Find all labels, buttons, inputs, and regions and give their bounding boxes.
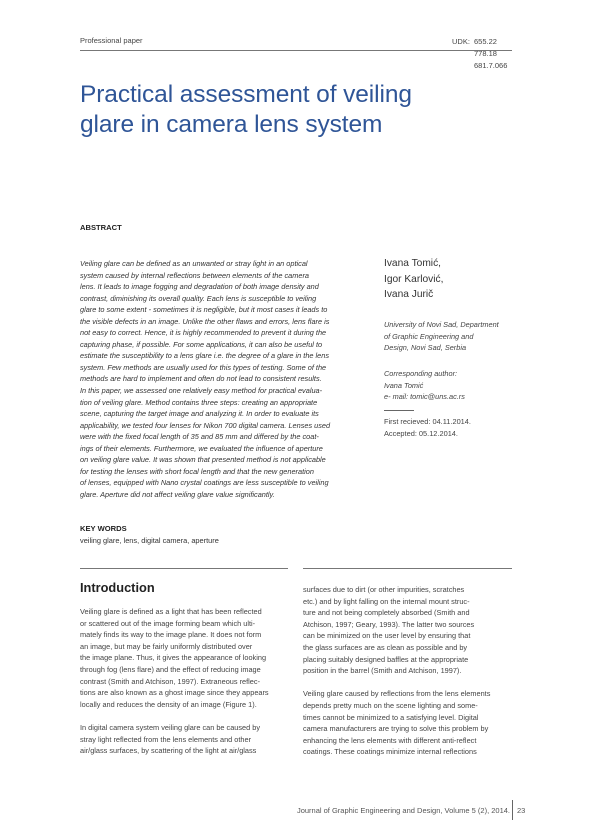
- journal-footer: Journal of Graphic Engineering and Design, Volume 5 (2), 2014.: [296, 806, 510, 815]
- keywords-text: veiling glare, lens, digital camera, aperture: [80, 536, 219, 545]
- abstract-line: glare to some extent - sometimes it is negligible, but it most cases it leads to: [80, 305, 328, 315]
- title-line: glare in camera lens system: [80, 111, 383, 138]
- abstract-line: tion of veiling glare. Method contains three steps: creating an appropriate: [80, 397, 318, 407]
- abstract-line: capturing phase, if possible. For some applications, it can also be useful to: [80, 339, 323, 349]
- section-rule-left: [80, 568, 288, 569]
- header-rule: [80, 50, 512, 51]
- affiliation-line: of Graphic Engineering and: [384, 331, 474, 341]
- abstract-line: ings of their elements. Furthermore, we evaluated the influence of aperture: [80, 443, 323, 453]
- abstract-line: not easy to correct. Hence, it is highly recommended to prevent it during the: [80, 328, 327, 338]
- udk-code: 778.18: [474, 49, 497, 58]
- corresponding-label: Corresponding author:: [384, 369, 458, 378]
- paper-category: Professional paper: [80, 36, 143, 45]
- corresponding-name: Ivana Tomić: [384, 380, 424, 390]
- abstract-label: ABSTRACT: [80, 223, 122, 232]
- udk-label: UDK:: [452, 37, 470, 46]
- udk-block: [452, 36, 508, 70]
- abstract-line: contrast, diminishing its overall quality. Each lens is susceptible to veiling: [80, 293, 317, 303]
- abstract-line: system caused by internal reflections between elements of the camera: [80, 270, 309, 280]
- accepted-date: Accepted: 05.12.2014.: [384, 429, 458, 438]
- author-name: Igor Karlović,: [384, 273, 444, 285]
- author-name: Ivana Jurič: [384, 289, 434, 300]
- abstract-line: were with the fixed focal length of 35 and 85 mm and differed by the coat-: [80, 432, 319, 442]
- abstract-line: on veiling glare value. It was shown that presented method is not applicable: [80, 455, 326, 465]
- abstract-line: of lenses, equipped with Nano crystal coatings are less susceptible to veiling: [80, 478, 329, 488]
- paragraph: surfaces due to dirt (or other impurities, scratches etc.) and by light falling on the internal mount struc- ture and not being completely absorbed (Smith and Atchison, 1997; Geary, 1993). The latter two sources can be minimized on the user level by ensuring that the glass surfaces are as clean as possible and by placing suitably designed baffles at the appropriate position in the barrel (Smith and Atchison, 1997).: [303, 585, 475, 676]
- abstract-line: Veiling glare can be defined as an unwanted or stray light in an optical: [80, 259, 308, 268]
- abstract-line: the visible defects in an image. Unlike the other flaws and errors, lens flare is: [80, 316, 330, 326]
- abstract-line: glare. Aperture did not affect veiling glare value significantly.: [80, 489, 275, 499]
- intro-left-column: [80, 606, 288, 768]
- corresponding-email[interactable]: e- mail: tomic@uns.ac.rs: [384, 392, 465, 401]
- abstract-line: In this paper, we assessed one relatively easy method for practical evalua-: [80, 386, 323, 396]
- introduction-heading: Introduction: [80, 580, 155, 595]
- paper-title: [80, 80, 500, 140]
- author-name: Ivana Tomić,: [384, 258, 441, 269]
- paragraph: Veiling glare caused by reflections from the lens elements depends pretty much on the scene lighting and some- times cannot be minimized to a satisfying level. Digital camera manufacturers are trying to solve this problem by enhancing the lens elements with different anti-reflect coatings. These coatings minimize internal reflections: [303, 689, 491, 757]
- footer-divider: [512, 800, 513, 820]
- abstract-line: estimate the susceptibility to a lens glare i.e. the degree of a glare in the lens: [80, 351, 330, 361]
- udk-code: 681.7.066: [474, 61, 508, 70]
- page-number: 23: [517, 806, 526, 815]
- abstract-line: methods are hard to implement and often do not lead to consistent results.: [80, 374, 322, 384]
- received-date: First recieved: 04.11.2014.: [384, 417, 471, 426]
- abstract-line: system. Few methods are usually used for this types of testing. Some of the: [80, 362, 327, 372]
- affiliation-line: Design, Novi Sad, Serbia: [384, 343, 467, 352]
- abstract-line: for testing the lenses with short focal length and that the new generation: [80, 466, 314, 476]
- dates-divider: [384, 410, 414, 411]
- affiliation-line: University of Novi Sad, Department: [384, 320, 499, 329]
- paragraph: Veiling glare is defined as a light that has been reflected or scattered out of the image forming beam which ulti- mately finds its way to the image plane. It does not form an image, but may be fairly uniformly distributed over the image plane. Thus, it gives the appearance of looking through fog (lens flare) and the effect of reducing image contrast (Smith and Atchison, 1997). Extraneous reflec- tions are also known as a ghost image since they appears locally and reduces the density of an image (Figure 1).: [80, 607, 269, 709]
- dates-block: [384, 416, 471, 440]
- intro-right-column: [303, 584, 511, 770]
- abstract-line: applicability, we tested four lenses for Nikon 700 digital camera. Lenses used: [80, 420, 331, 430]
- affiliation: [384, 319, 519, 354]
- abstract-line: scene, capturing the target image and analyzing it. In order to evaluate its: [80, 409, 319, 419]
- keywords-label: KEY WORDS: [80, 524, 127, 533]
- title-line: Practical assessment of veiling: [80, 81, 412, 108]
- author-list: [384, 256, 443, 303]
- corresponding-author: [384, 368, 519, 403]
- abstract-line: lens. It leads to image fogging and degradation of both image density and: [80, 282, 319, 292]
- section-rule-right: [303, 568, 512, 569]
- udk-code: 655.22: [474, 37, 497, 46]
- abstract-text: [80, 258, 365, 500]
- paragraph: In digital camera system veiling glare can be caused by stray light reflected from the lens elements and other air/glass surfaces, by scattering of the light at air/glass: [80, 722, 261, 756]
